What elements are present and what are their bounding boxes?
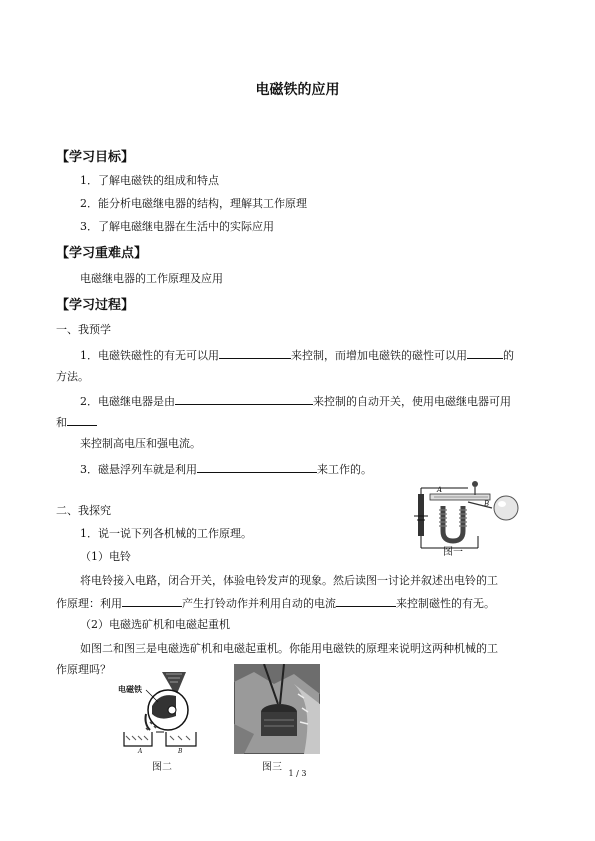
fig2-label-a: A: [138, 748, 143, 754]
q1-text: 的: [503, 349, 514, 362]
p1-text: 作原理：利用: [56, 597, 122, 610]
q2-text: 来控制的自动开关，使用电磁继电器可用: [313, 395, 511, 408]
explore-paragraph-1: 将电铃接入电路，闭合开关，体验电铃发声的现象。然后读图一讨论并叙述出电铃的工: [80, 574, 498, 587]
fig1-label-b: B: [484, 500, 490, 508]
fig1-label-a: A: [437, 486, 443, 494]
preview-question-2: [80, 392, 511, 410]
process-heading: 【学习过程】: [56, 298, 135, 313]
figure-3-caption: 图三: [262, 762, 282, 773]
preview-question-1: [80, 346, 514, 364]
figure-3-electromagnetic-crane: [234, 664, 320, 754]
p1-text: 产生打铃动作并利用自动的电流: [182, 597, 336, 610]
page-number: 1 / 3: [288, 769, 307, 778]
q3-text: 来工作的。: [317, 463, 372, 476]
answer-blank[interactable]: [467, 346, 503, 359]
explore-heading: 二、我探究: [56, 504, 111, 517]
figure-1-caption: 图一: [443, 547, 463, 558]
answer-blank[interactable]: [336, 594, 396, 607]
answer-blank[interactable]: [67, 413, 97, 426]
q1-text: 来控制，而增加电磁铁的磁性可以用: [291, 349, 467, 362]
figure-1-electric-bell: [408, 476, 534, 554]
page-title: 电磁铁的应用: [255, 82, 340, 98]
explore-item-1: 1．说一说下列各机械的工作原理。: [80, 527, 252, 540]
explore-sub-1: （1）电铃: [80, 550, 131, 563]
preview-question-3: [80, 460, 372, 478]
explore-paragraph-2-line2: 作原理吗？: [56, 663, 111, 676]
goal-item: 1．了解电磁铁的组成和特点: [80, 174, 219, 187]
answer-blank[interactable]: [122, 594, 182, 607]
goal-item: 3．了解电磁继电器在生活中的实际应用: [80, 220, 274, 233]
q2-continuation: 来控制高电压和强电流。: [80, 437, 201, 450]
preview-heading: 一、我预学: [56, 323, 111, 336]
q2-text: 和: [56, 416, 67, 429]
fig2-label-b: B: [178, 748, 183, 754]
figure-2-magnetic-separator: [116, 670, 210, 754]
answer-blank[interactable]: [219, 346, 291, 359]
figure-2-caption: 图二: [152, 762, 172, 773]
explore-paragraph-2: 如图二和图三是电磁选矿机和电磁起重机。你能用电磁铁的原理来说明这两种机械的工: [80, 642, 498, 655]
goal-item: 2．能分析电磁继电器的结构，理解其工作原理: [80, 197, 307, 210]
q1-continuation: 方法。: [56, 370, 89, 383]
q1-text: 1．电磁铁磁性的有无可以用: [80, 349, 219, 362]
q3-text: 3．磁悬浮列车就是利用: [80, 463, 197, 476]
explore-sub-2: （2）电磁选矿机和电磁起重机: [80, 618, 230, 631]
fig2-label: 电磁铁: [118, 684, 142, 694]
p1-text: 来控制磁性的有无。: [396, 597, 495, 610]
q2-continuation: [56, 413, 97, 431]
goals-heading: 【学习目标】: [56, 150, 135, 165]
key-points-heading: 【学习重难点】: [56, 246, 148, 261]
key-points-text: 电磁继电器的工作原理及应用: [80, 272, 223, 285]
answer-blank[interactable]: [175, 392, 313, 405]
explore-paragraph-1-line2: [56, 594, 495, 612]
q2-text: 2．电磁继电器是由: [80, 395, 175, 408]
answer-blank[interactable]: [197, 460, 317, 473]
